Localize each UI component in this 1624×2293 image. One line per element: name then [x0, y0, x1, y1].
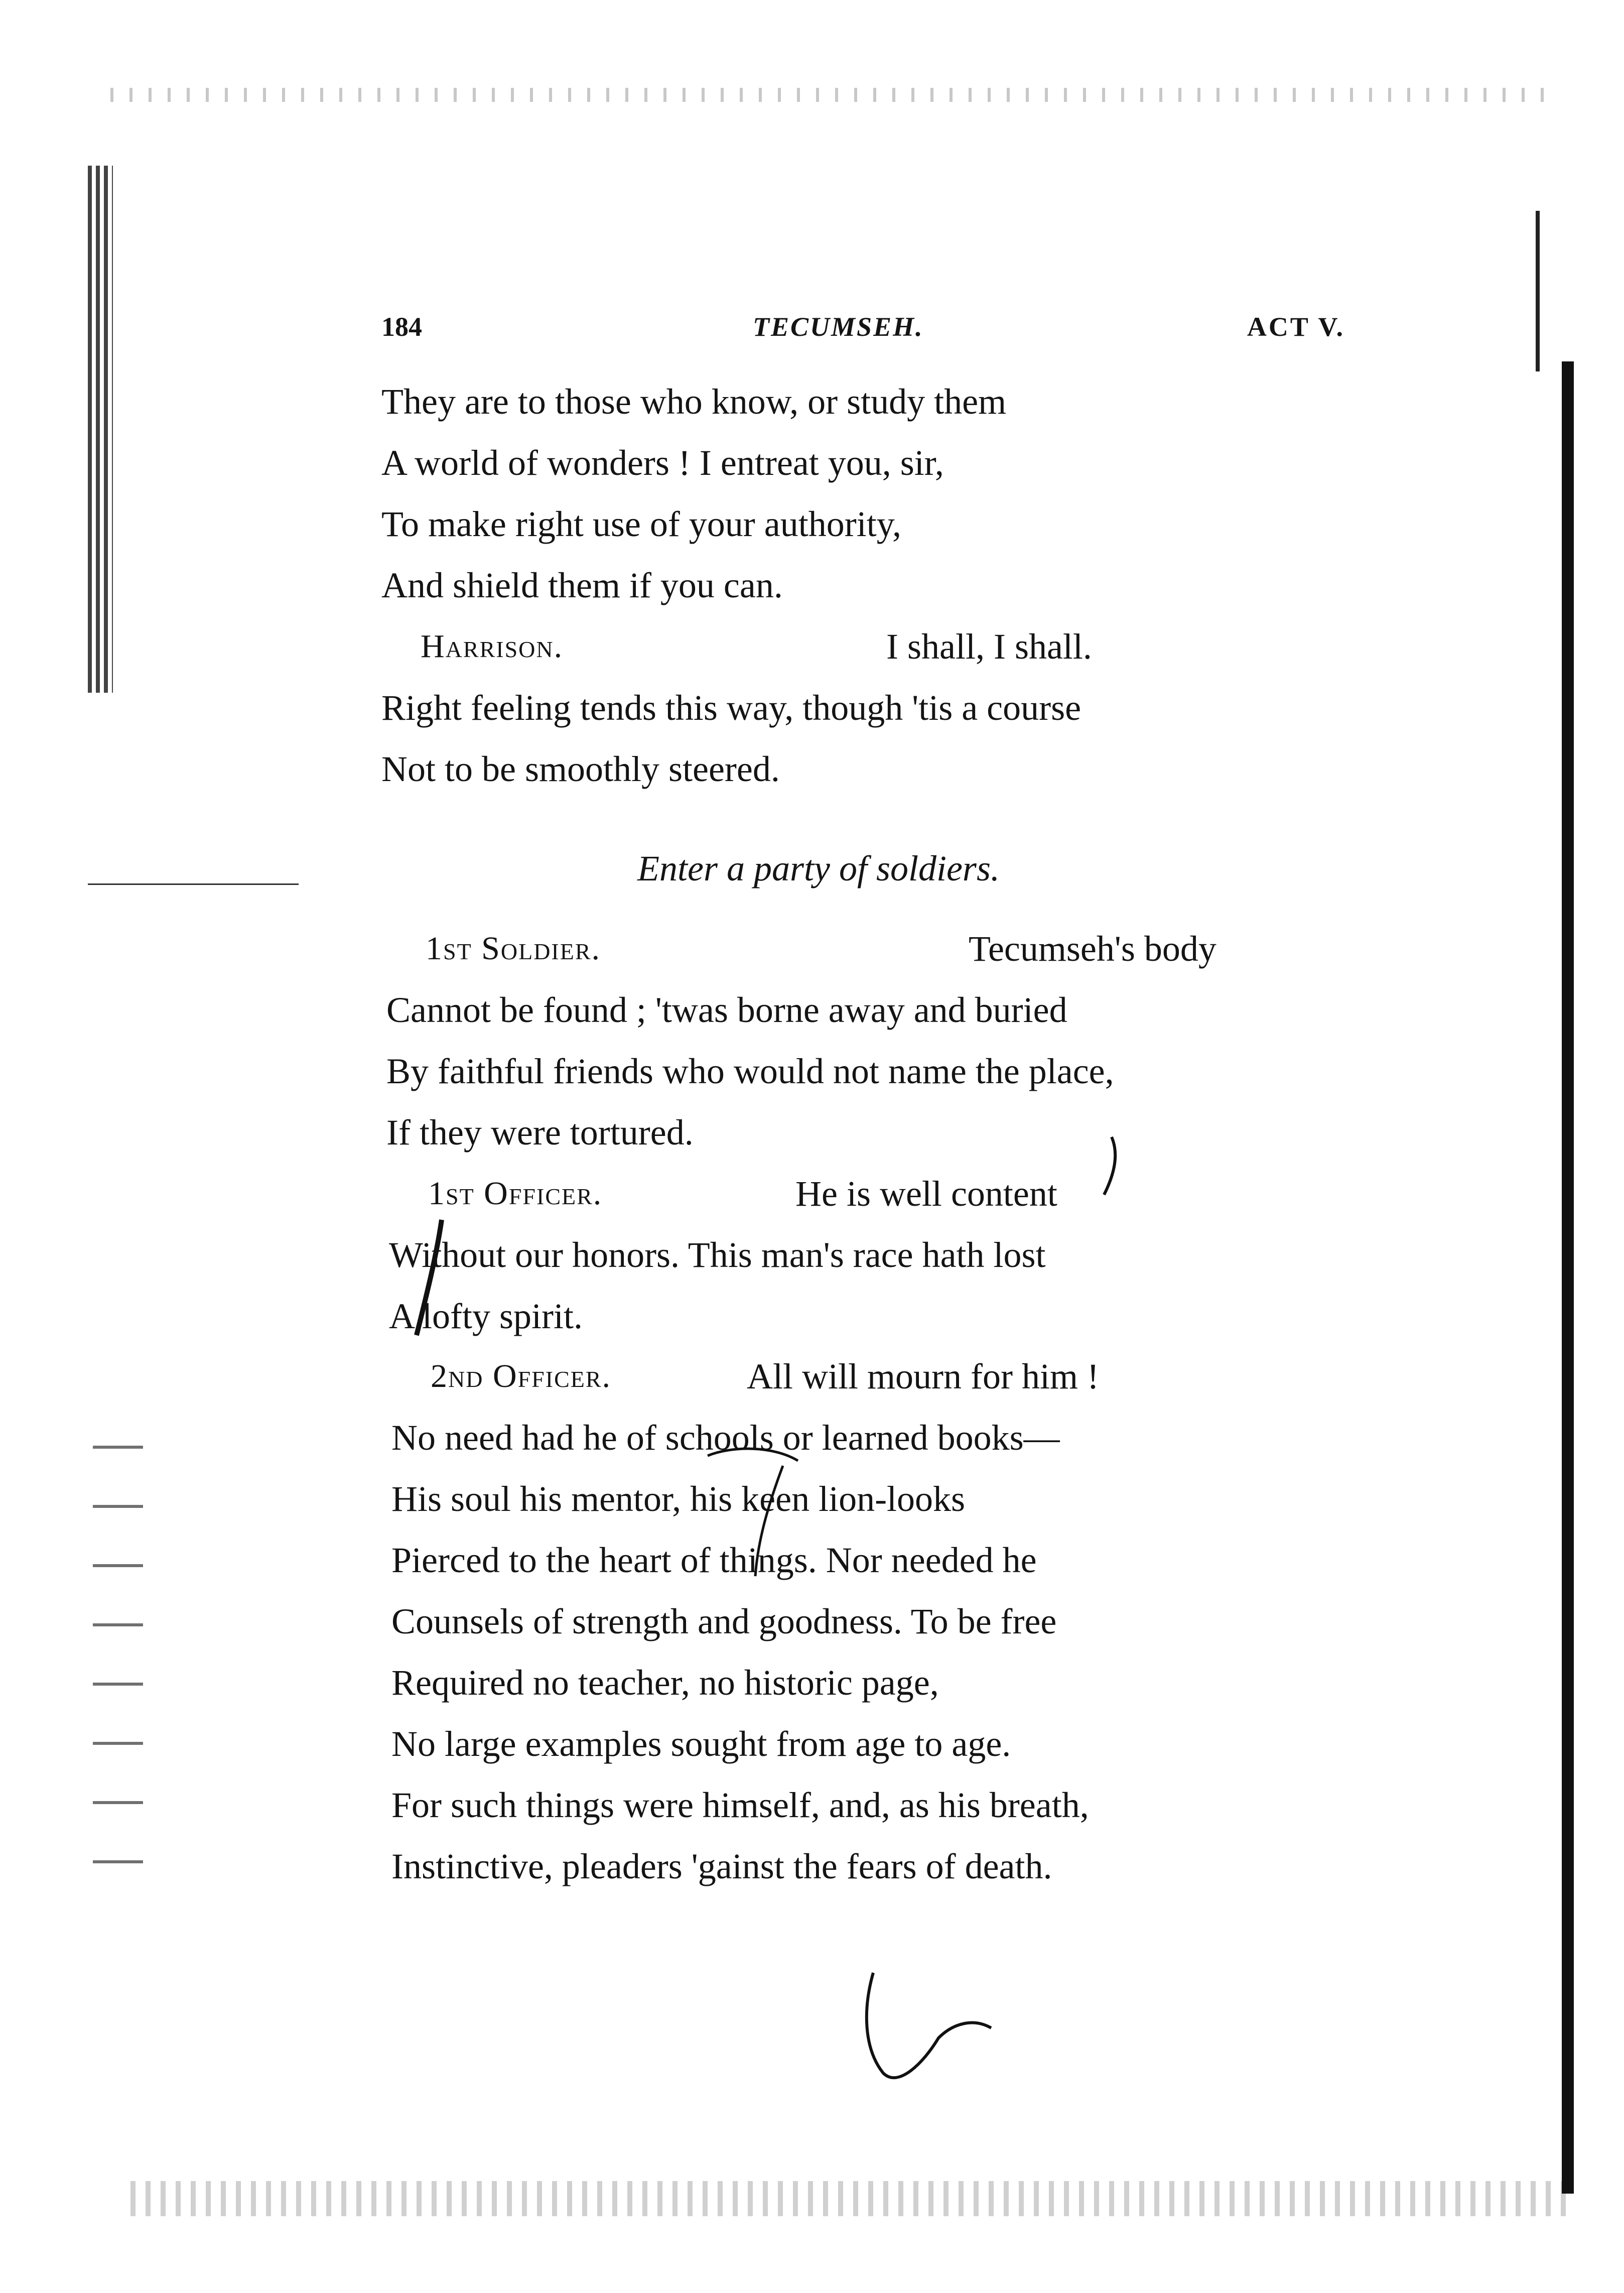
verse-line: No need had he of schools or learned books— — [391, 1418, 1060, 1458]
verse-line: And shield them if you can. — [381, 565, 783, 605]
speaker-name: 2nd Officer. — [431, 1358, 612, 1394]
speech-text: I shall, I shall. — [886, 626, 1092, 667]
verse-line: Counsels of strength and goodness. To be free — [391, 1601, 1057, 1641]
speech-text: Tecumseh's body — [969, 929, 1216, 969]
verse-line: For such things were himself, and, as his breath, — [391, 1785, 1089, 1825]
page-number: 184 — [381, 312, 422, 342]
pen-stroke-bottom — [867, 1973, 991, 2078]
verse-line: Required no teacher, no historic page, — [391, 1663, 939, 1703]
act-label: ACT V. — [1247, 312, 1345, 342]
speaker-name: Harrison. — [421, 628, 564, 665]
verse-line: A lofty spirit. — [389, 1296, 583, 1336]
speaker-name: 1st Soldier. — [426, 930, 601, 967]
verse-line: A world of wonders ! I entreat you, sir, — [381, 443, 944, 483]
verse-line: By faithful friends who would not name the place, — [386, 1051, 1114, 1091]
running-title: TECUMSEH. — [753, 312, 924, 342]
verse-line: Pierced to the heart of things. Nor needed he — [391, 1540, 1037, 1580]
speaker-name: 1st Officer. — [428, 1175, 603, 1212]
verse-line: Cannot be found ; 'twas borne away and buried — [386, 990, 1067, 1030]
verse-line: They are to those who know, or study them — [381, 381, 1007, 422]
verse-line: If they were tortured. — [386, 1112, 694, 1153]
verse-line: Without our honors. This man's race hath lost — [389, 1235, 1046, 1275]
speech-text: All will mourn for him ! — [747, 1356, 1099, 1396]
pen-stroke-schools — [708, 1449, 798, 1461]
pen-stroke-officer — [1104, 1137, 1115, 1195]
stage-direction-text: Enter a party of soldiers. — [637, 848, 1000, 888]
verse-line: To make right use of your authority, — [381, 504, 902, 544]
verse-line: His soul his mentor, his keen lion-looks — [391, 1479, 966, 1519]
verse-line: No large examples sought from age to age. — [391, 1724, 1011, 1764]
verse-line: Instinctive, pleaders 'gainst the fears of death. — [391, 1846, 1052, 1886]
verse-line: Right feeling tends this way, though 'tis a course — [381, 688, 1081, 728]
pen-stroke-without — [417, 1220, 442, 1335]
speech-text: He is well content — [795, 1174, 1057, 1214]
pen-stroke-keen — [755, 1466, 783, 1576]
verse-line: Not to be smoothly steered. — [381, 749, 780, 789]
